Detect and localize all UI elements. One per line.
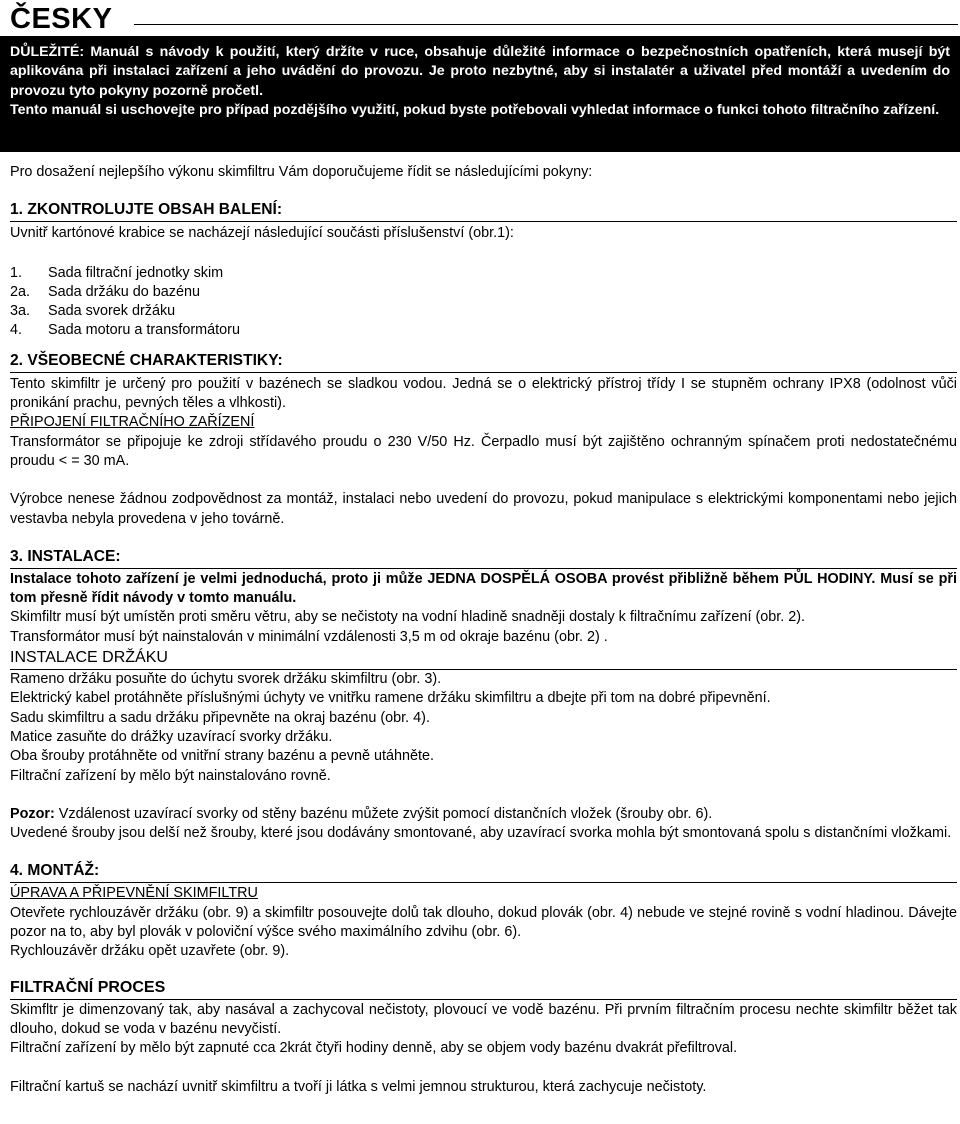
list-item-number: 3a. [10, 303, 31, 320]
bracket-step: Filtrační zařízení by mělo být nainstalováno rovně. [10, 767, 331, 784]
liability-text: Výrobce nenese žádnou zodpovědnost za montáž, instalaci nebo uvedení do provozu, pokud manipulace s elektrickými komponentami nebo jejich vestavba nebyla provedena v jeho továrně. [10, 491, 957, 527]
manual-content [10, 163, 957, 1097]
section-2-text: Tento skimfiltr je určený pro použití v bazénech se sladkou vodou. Jedná se o elektrický přístroj třídy I se stupněm ochrany IPX8 (odolnost vůči pronikání prachu, pevných těles a vlhkosti). [10, 375, 957, 412]
list-item-number: 1. [10, 264, 23, 281]
installation-text-2: Transformátor musí být nainstalován v minimální vzdálenosti 3,5 m od okraje bazénu (obr. 2) . [10, 628, 608, 645]
section-2-heading [10, 350, 957, 373]
section-1-title: 1. ZKONTROLUJTE OBSAH BALENÍ: [10, 201, 283, 219]
list-item-number: 2a. [10, 283, 31, 300]
bracket-step: Matice zasuňte do drážky uzavírací svorky držáku. [10, 728, 333, 745]
list-item [10, 264, 957, 283]
bracket-installation-title: INSTALACE DRŽÁKU [10, 649, 168, 667]
caution-text: Vzdálenost uzavírací svorky od stěny bazénu můžete zvýšit pomocí distančních vložek (šrouby obr. 6). [54, 805, 713, 822]
language-header [10, 2, 960, 36]
bracket-step: Elektrický kabel protáhněte příslušnými úchyty ve vnitřku ramene držáku skimfiltru a dbejte při tom na dobré připevnění. [10, 690, 771, 707]
filtration-text-2: Filtrační zařízení by mělo být zapnuté cca 2krát čtyři hodiny denně, aby se objem vody bazénu dvakrát přefiltroval. [10, 1040, 738, 1057]
section-2-title: 2. VŠEOBECNÉ CHARAKTERISTIKY: [10, 351, 283, 369]
section-1-text: Uvnitř kartónové krabice se nacházejí následující součásti příslušenství (obr.1): [10, 225, 514, 242]
installation-intro-bold: Instalace tohoto zařízení je velmi jednoduchá, proto ji může JEDNA DOSPĚLÁ OSOBA provést přibližně během PŮL HODINY. Musí se při tom přesně řídit návody v tomto manuálu. [10, 570, 957, 607]
intro-text: Pro dosažení nejlepšího výkonu skimfiltru Vám doporučujeme řídit se následujícími pokyny: [10, 164, 593, 180]
caution-label: Pozor: [10, 805, 55, 822]
list-item [10, 283, 957, 302]
bracket-step: Rameno držáku posuňte do úchytu svorek držáku skimfiltru (obr. 3). [10, 671, 442, 688]
electrical-connection-subheading: PŘIPOJENÍ FILTRAČNÍHO ZAŘÍZENÍ [10, 414, 255, 431]
bracket-step: Oba šrouby protáhněte od vnitřní strany bazénu a pevně utáhněte. [10, 748, 435, 765]
list-item-label: Sada svorek držáku [48, 303, 176, 320]
section-4-heading [10, 860, 957, 883]
section-4-title: 4. MONTÁŽ: [10, 862, 100, 880]
list-item [10, 302, 957, 321]
section-3-title: 3. INSTALACE: [10, 547, 121, 565]
filtration-text-3: Filtrační kartuš se nachází uvnitř skimfiltru a tvoří ji látka s velmi jemnou strukturou, která zachycuje nečistoty. [10, 1078, 707, 1095]
list-item-label: Sada motoru a transformátoru [48, 322, 240, 339]
mounting-text-2: Rychlouzávěr držáku opět uzavřete (obr. 9). [10, 943, 290, 960]
important-notice-text: DŮLEŽITÉ: Manuál s návody k použití, který držíte v ruce, obsahuje důležité informace o bezpečnostních opatřeních, která musejí být aplikována při instalaci zařízení a jeho uvádění do provozu. Je proto nezbytné, aby si instalatér a uživatel před montáží a uvedením do provozu tyto pokyny pozorně pročetl. [10, 44, 950, 99]
filtration-title: FILTRAČNÍ PROCES [10, 978, 166, 996]
filtration-text-1: Skimfltr je dimenzovaný tak, aby nasával a zachycoval nečistoty, plovoucí ve vodě bazénu. Při prvním filtračním procesu nechte skimfiltr běžet tak dlouho, dokud se voda v bazénu nevyčistí. [10, 1001, 957, 1037]
section-1-heading [10, 199, 957, 222]
keep-manual-text: Tento manuál si uschovejte pro případ pozdějšího využití, pokud byste potřebovali vyhledat informace o funkci tohoto filtračního zařízení. [10, 101, 940, 118]
list-item-label: Sada držáku do bazénu [48, 283, 201, 300]
list-item-number: 4. [10, 322, 23, 339]
bracket-installation-subheading [10, 648, 957, 670]
bracket-step: Sadu skimfiltru a sadu držáku připevněte na okraj bazénu (obr. 4). [10, 709, 430, 726]
package-contents-list [10, 264, 957, 341]
caution-note [10, 805, 957, 824]
list-item-label: Sada filtrační jednotky skim [48, 264, 224, 281]
important-notice-box [0, 36, 960, 152]
spacer-screws-text: Uvedené šrouby jsou delší než šrouby, které jsou dodávány smontované, aby uzavírací svorka mohla být smontovaná spolu s distančními vložkami. [10, 825, 952, 842]
electrical-connection-text: Transformátor se připojuje ke zdroji střídavého proudu o 230 V/50 Hz. Čerpadlo musí být zajištěno ochranným spínačem proti nedostatečnému proudu < = 30 mA. [10, 433, 957, 469]
mounting-text-1: Otevřete rychlouzávěr držáku (obr. 9) a skimfiltr posouvejte dolů tak dlouho, dokud plovák (obr. 4) nebude ve stejné rovině s vodní hladinou. Dávejte pozor na to, aby byl plovák v poloviční výšce svého maximálního zdvihu (obr. 6). [10, 904, 957, 941]
header-rule [134, 24, 958, 25]
filtration-heading [10, 977, 957, 1000]
section-3-heading [10, 546, 957, 569]
mounting-subheading: ÚPRAVA A PŘIPEVNĚNÍ SKIMFILTRU [10, 885, 258, 902]
installation-text-1: Skimfiltr musí být umístěn proti směru větru, aby se nečistoty na vodní hladině snadněji dostaly k filtračnímu zařízení (obr. 2). [10, 609, 806, 626]
list-item [10, 321, 957, 340]
language-title: ČESKY [10, 3, 113, 35]
